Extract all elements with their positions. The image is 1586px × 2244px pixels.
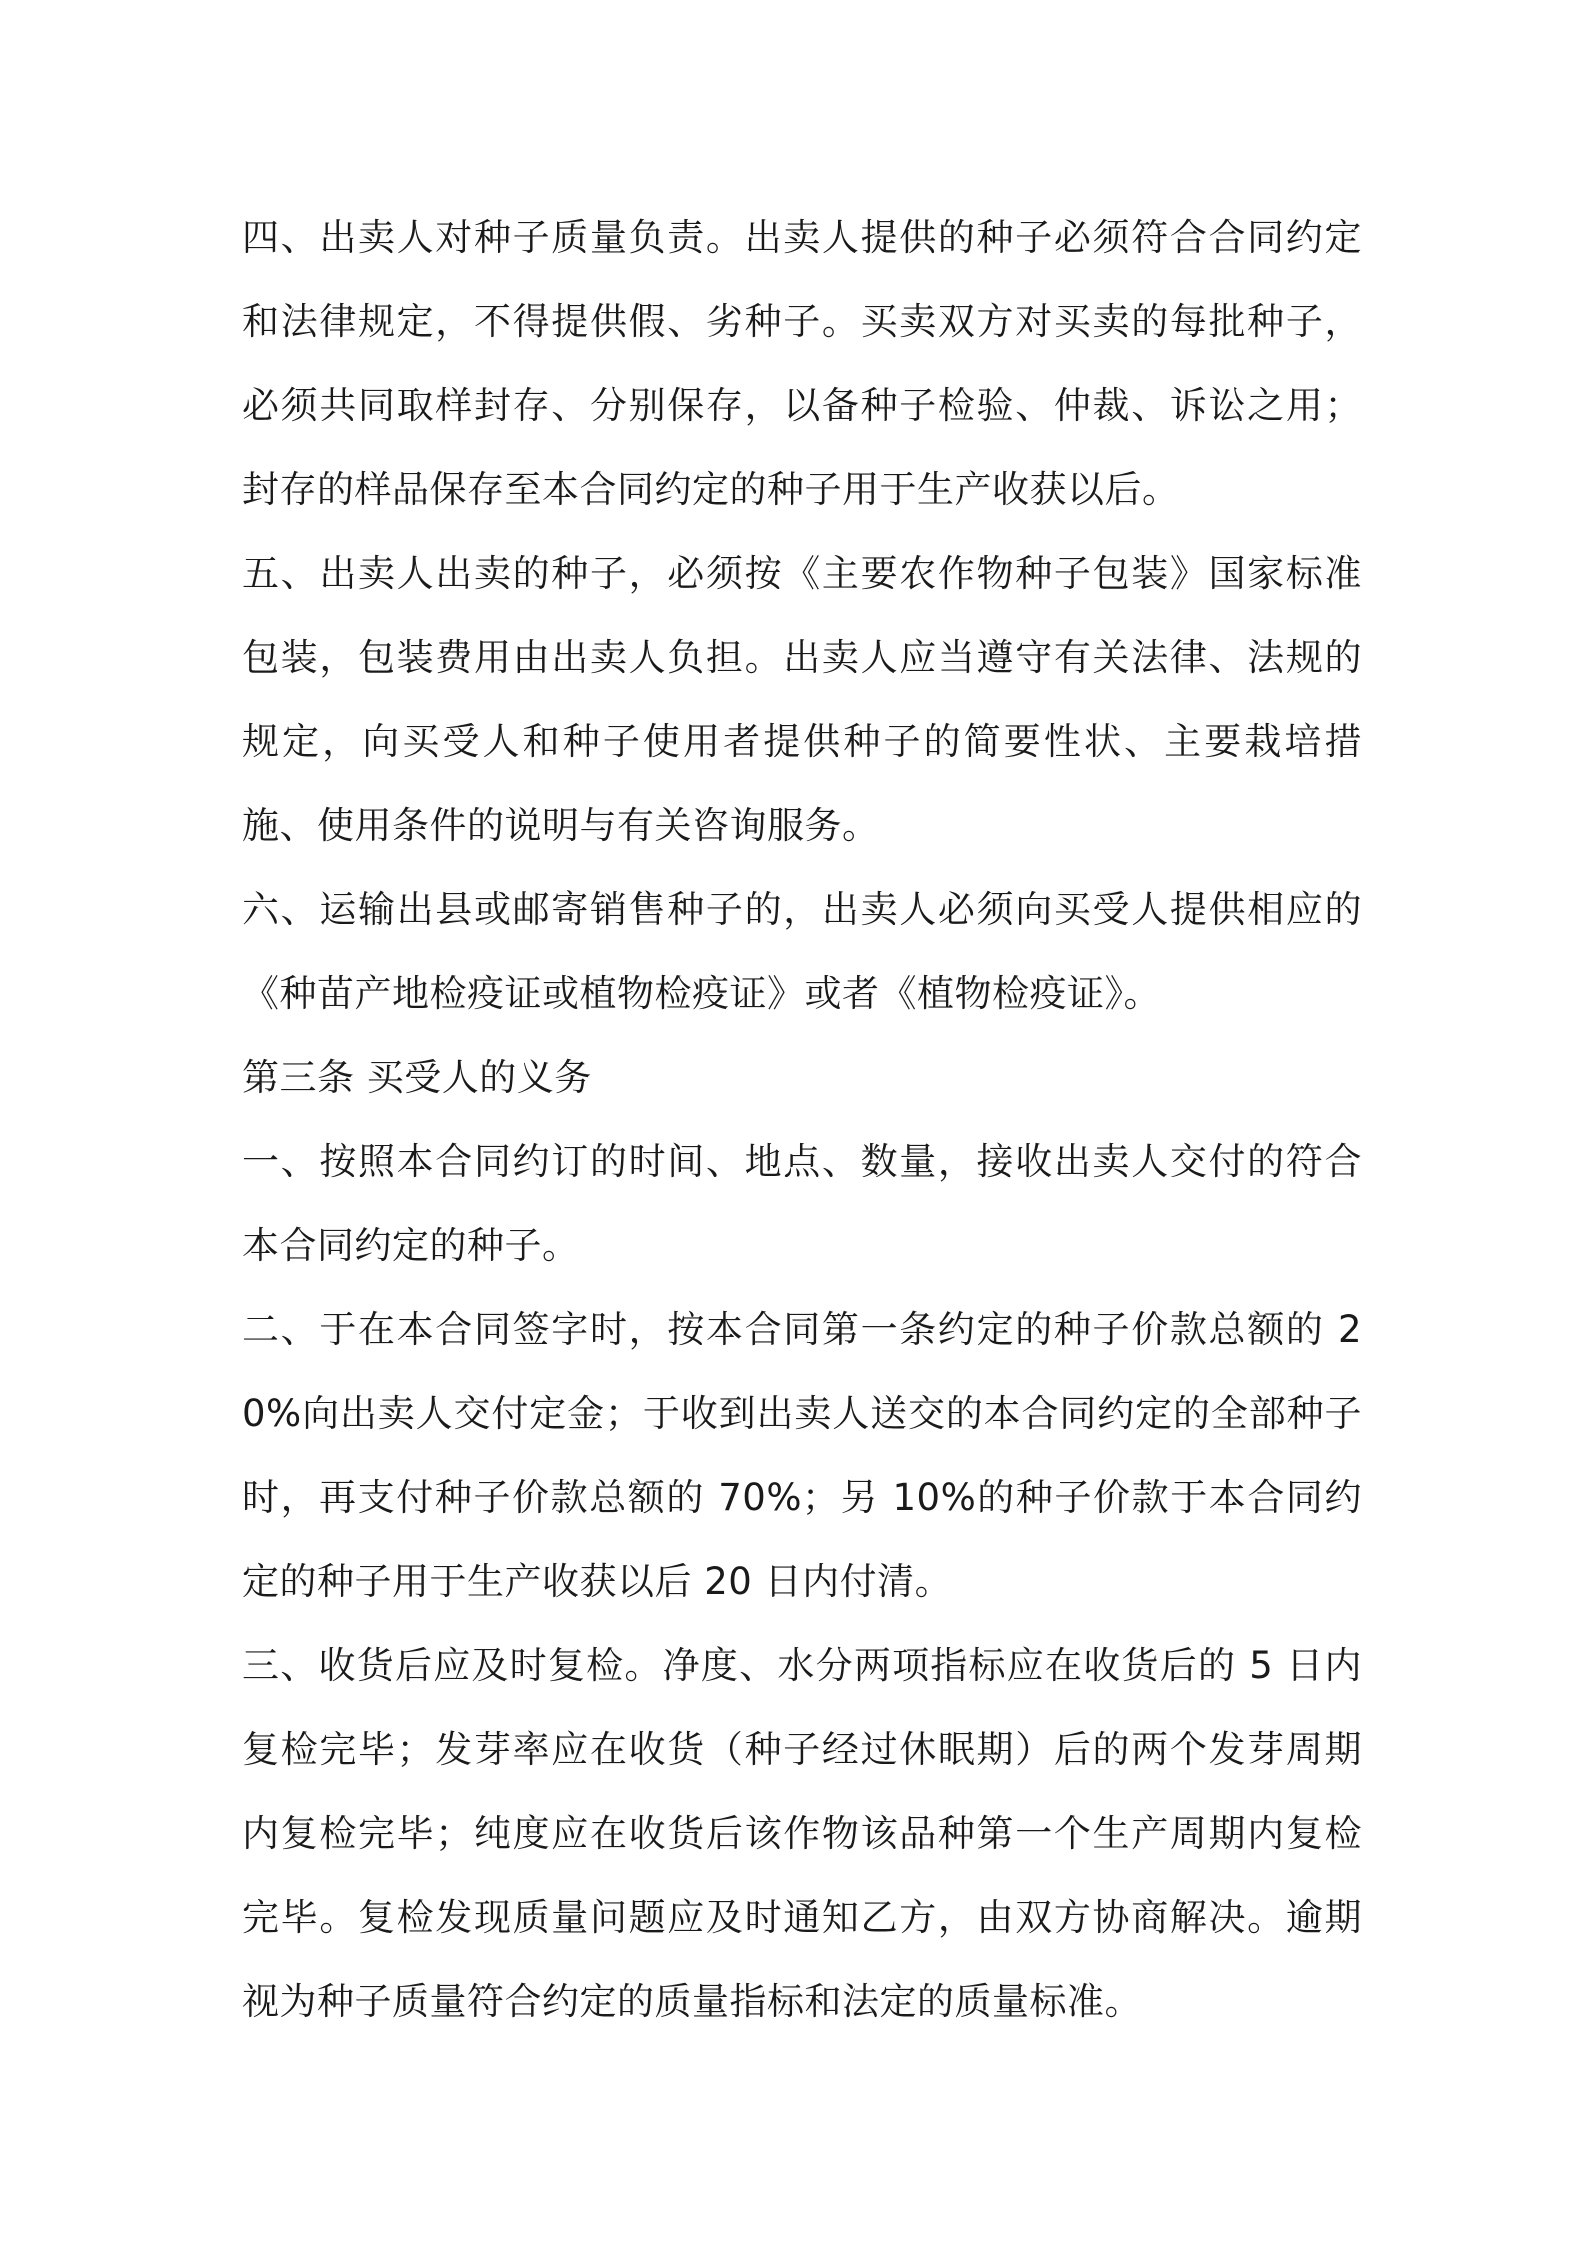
obligation-one-receive: 一、按照本合同约订的时间、地点、数量，接收出卖人交付的符合本合同约定的种子。 — [242, 1140, 1362, 1267]
obligation-three-reinspection: 三、收货后应及时复检。净度、水分两项指标应在收货后的 5 日内复检完毕；发芽率应在收货（种子经过休眠期）后的两个发芽周期内复检完毕；纯度应在收货后该作物该品种第一个生产周期内复检完毕。复检发现质量问题应及时通知乙方，由双方协商解决。逾期视为种子质量符合约定的质量指标和法定的质量标准。 — [242, 1644, 1362, 2023]
section-heading-buyer-obligations: 第三条 买受人的义务 — [242, 1056, 592, 1099]
clause-five-packaging: 五、出卖人出卖的种子，必须按《主要农作物种子包装》国家标准包装，包装费用由出卖人负担。出卖人应当遵守有关法律、法规的规定，向买受人和种子使用者提供种子的简要性状、主要栽培措施、使用条件的说明与有关咨询服务。 — [242, 552, 1362, 847]
document-body — [242, 196, 1362, 2044]
obligation-two-payment: 二、于在本合同签字时，按本合同第一条约定的种子价款总额的 20%向出卖人交付定金；于收到出卖人送交的本合同约定的全部种子时，再支付种子价款总额的 70%；另 10%的种子价款于本合同约定的种子用于生产收获以后 20 日内付清。 — [242, 1308, 1362, 1603]
clause-four-seed-quality: 四、出卖人对种子质量负责。出卖人提供的种子必须符合合同约定和法律规定，不得提供假、劣种子。买卖双方对买卖的每批种子，必须共同取样封存、分别保存，以备种子检验、仲裁、诉讼之用；封存的样品保存至本合同约定的种子用于生产收获以后。 — [242, 216, 1362, 511]
clause-six-quarantine: 六、运输出县或邮寄销售种子的，出卖人必须向买受人提供相应的《种苗产地检疫证或植物检疫证》或者《植物检疫证》。 — [242, 888, 1362, 1015]
